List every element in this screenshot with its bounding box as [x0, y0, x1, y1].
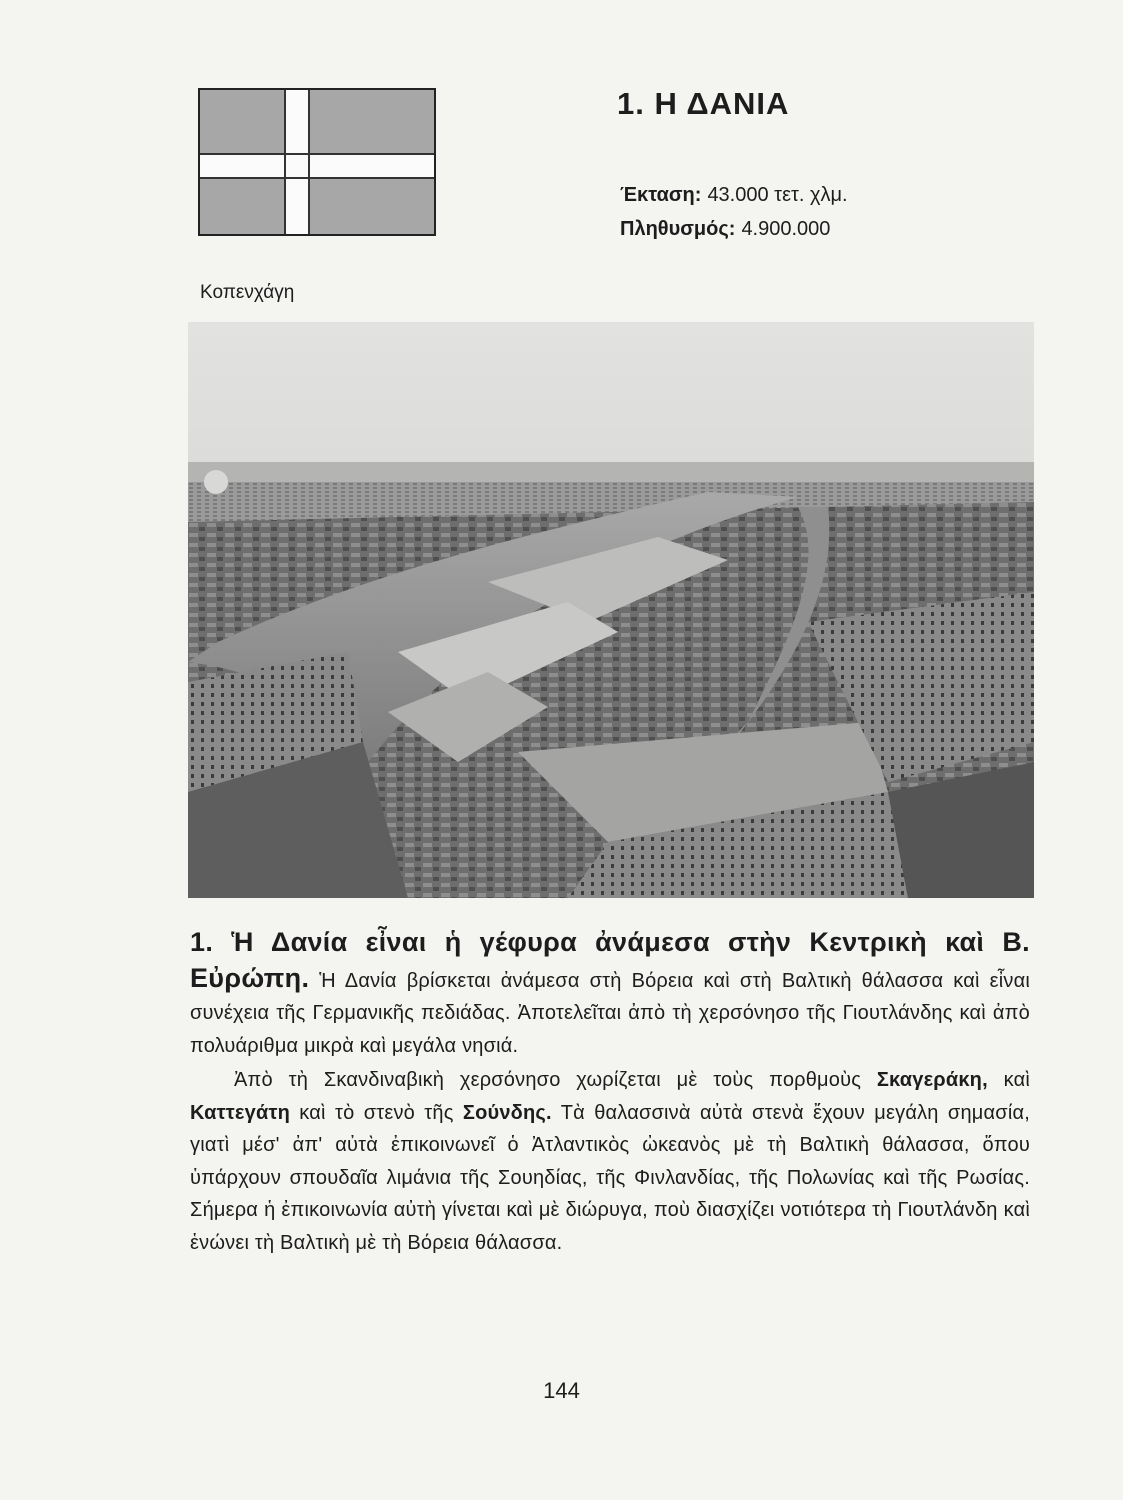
danish-flag-icon	[198, 88, 436, 236]
page-title: 1. Η ΔΑΝΙΑ	[617, 86, 790, 121]
p2-part-a: Ἀπὸ τὴ Σκανδιναβικὴ χερσόνησο χωρίζεται μὲ τοὺς πορθμοὺς	[234, 1069, 862, 1091]
p2-part-e: Τὰ θαλασσινὰ αὐτὰ στενὰ ἔχουν μεγάλη σημασία, γιατὶ μέσ' ἀπ' αὐτὰ ἐπικοινωνεῖ ὁ Ἀτλαντικὸς ὠκεανὸς μὲ τὴ Βαλτικὴ θάλασσα, ὅπου ὑπάρχουν σπουδαῖα λιμάνια τῆς Σουηδίας, τῆς Φινλανδίας, τῆς Πολωνίας καὶ τῆς Ρωσίας. Σήμερα ἡ ἐπικοινωνία αὐτὴ γίνεται καὶ μὲ διώρυγα, ποὺ διασχίζει νοτιότερα τὴ Γιουτλάνδη καὶ ἑνώνει τὴ Βαλτικὴ μὲ τὴ Βόρεια θάλασσα.	[190, 1101, 1030, 1254]
population-label: Πληθυσμός:	[620, 218, 736, 240]
area-label: Έκταση:	[620, 184, 702, 206]
body-text	[190, 926, 1030, 1259]
country-facts	[620, 178, 848, 246]
area-value: 43.000 τετ. χλμ.	[707, 184, 848, 206]
skagerrak-term: Σκαγεράκη,	[876, 1069, 988, 1091]
paragraph-1	[190, 926, 1030, 1062]
copenhagen-aerial-photo	[188, 322, 1034, 898]
paragraph-2	[190, 1064, 1030, 1259]
population-row	[620, 212, 848, 246]
section-heading: 1. Ἡ Δανία εἶναι ἡ γέφυρα ἀνάμεσα στὴν Κεντρικὴ καὶ Β. Εὐρώπη.	[190, 927, 1030, 993]
p2-part-d: καὶ τὸ στενὸ τῆς	[299, 1101, 454, 1124]
photo-caption: Κοπενχάγη	[200, 282, 295, 303]
page-number: 144	[543, 1378, 580, 1403]
kattegat-term: Καττεγάτη	[190, 1101, 290, 1124]
population-value: 4.900.000	[741, 218, 831, 240]
area-row	[620, 178, 848, 212]
paragraph-1-text: Ἡ Δανία βρίσκεται ἀνάμεσα στὴ Βόρεια καὶ στὴ Βαλτικὴ θάλασσα καὶ εἶναι συνέχεια τῆς Γερμανικῆς πεδιάδας. Ἀποτελεῖται ἀπὸ τὴ χερσόνησο τῆς Γιουτλάνδης καὶ ἀπὸ πολυάριθμα μικρὰ καὶ μεγάλα νησιά.	[190, 969, 1030, 1057]
sound-term: Σούνδης.	[462, 1101, 552, 1124]
p2-part-c: καὶ	[1003, 1069, 1031, 1091]
